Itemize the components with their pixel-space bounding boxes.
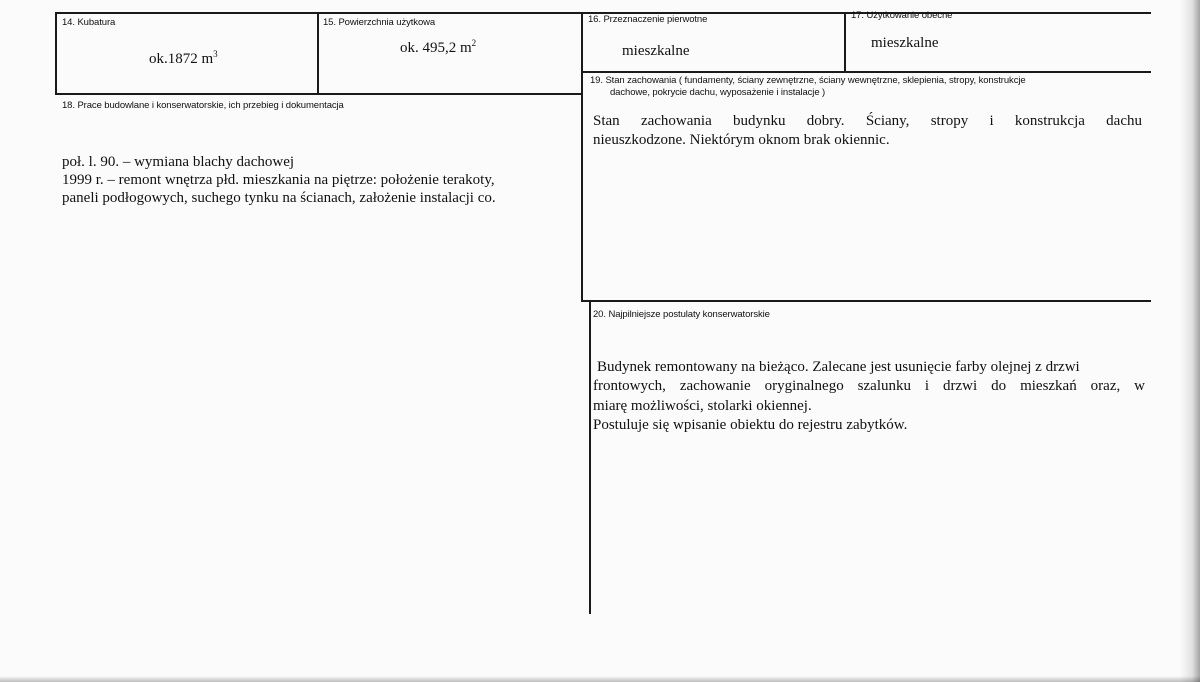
scan-shadow-bottom [0,676,1200,682]
powierzchnia-value-text: ok. 495,2 m [400,40,472,56]
przeznaczenie-value: mieszkalne [622,43,690,59]
prace-line-3: paneli podłogowych, suchego tynku na ścianach, założenie instalacji co. [62,190,496,206]
rule-under-16-17 [583,71,1151,73]
kubatura-unit-exponent: 3 [213,49,218,59]
kubatura-value-text: ok.1872 m [149,51,214,67]
uzytkowanie-label: 17. Użytkowanie obecne [851,10,953,21]
kubatura-label: 14. Kubatura [62,17,116,28]
powierzchnia-label: 15. Powierzchnia użytkowa [323,17,436,28]
powierzchnia-unit-exponent: 2 [471,38,477,48]
postulaty-line-2: frontowych, zachowanie oryginalnego szalunku i drzwi do mieszkań oraz, w [593,378,1145,394]
rule-above-20 [583,300,1151,302]
prace-label: 18. Prace budowlane i konserwatorskie, ich przebieg i dokumentacja [62,100,344,111]
stan-line-1: Stan zachowania budynku dobry. Ściany, stropy i konstrukcja dachu [593,113,1142,129]
prace-line-2: 1999 r. – remont wnętrza płd. mieszkania na piętrze: położenie terakoty, [62,172,495,188]
kubatura-value [149,50,218,68]
prace-line-1: poł. l. 90. – wymiana blachy dachowej [62,154,295,170]
divider-14-15 [317,12,319,95]
przeznaczenie-label: 16. Przeznaczenie pierwotne [588,14,708,25]
uzytkowanie-value: mieszkalne [871,35,939,51]
divider-16-17 [844,12,846,72]
stan-label-line-1: 19. Stan zachowania ( fundamenty, ściany zewnętrzne, ściany wewnętrzne, sklepienia, stropy, konstrukcje [590,75,1026,86]
center-divider [581,12,583,302]
postulaty-line-3: miarę możliwości, stolarki okiennej. [593,398,812,414]
center-divider-lower [589,302,591,614]
postulaty-line-1: Budynek remontowany na bieżąco. Zalecane jest usunięcie farby olejnej z drzwi [597,359,1080,375]
postulaty-label: 20. Najpilniejsze postulaty konserwatorskie [593,309,770,320]
stan-label-line-2: dachowe, pokrycie dachu, wyposażenie i instalacje ) [610,87,826,98]
powierzchnia-value [400,39,476,57]
postulaty-line-4: Postuluje się wpisanie obiektu do rejestru zabytków. [593,417,908,433]
scan-shadow-right [1180,0,1200,682]
stan-line-2: nieuszkodzone. Niektórym oknom brak okiennic. [593,132,890,148]
form-left-rule [55,12,57,95]
rule-under-14-15 [55,93,583,95]
